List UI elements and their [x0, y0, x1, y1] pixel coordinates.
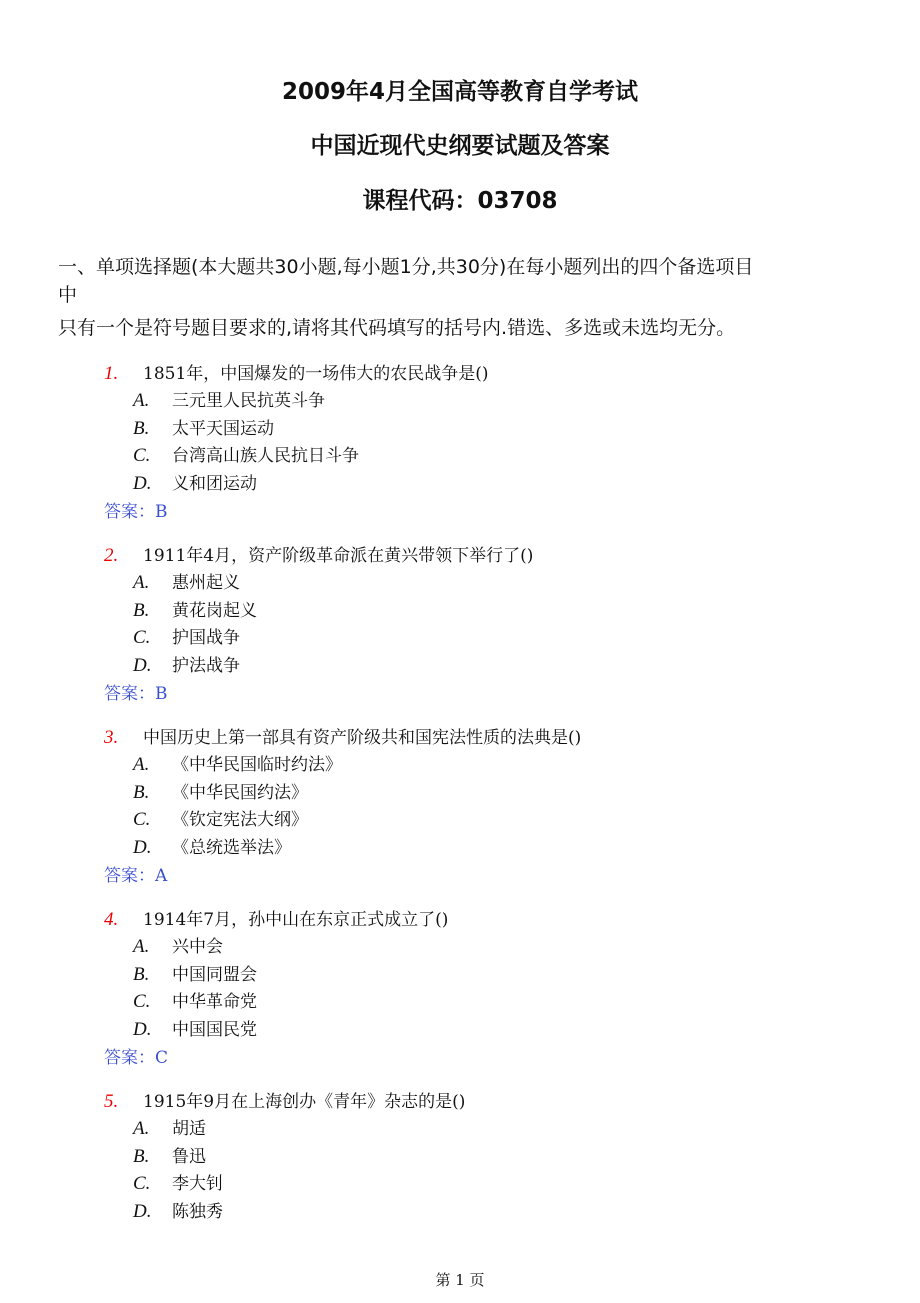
section-instructions-line1: 一、单项选择题(本大题共30小题,每小题1分,共30分)在每小题列出的四个备选项目 [58, 256, 754, 278]
exam-title: 2009年4月全国高等教育自学考试 [281, 79, 639, 105]
option-text: 胡适 [172, 1119, 206, 1139]
question-number: 5. [104, 1091, 119, 1112]
option-letter: D. [133, 473, 152, 495]
option-letter: A. [133, 936, 150, 957]
page-number: 第 1 页 [435, 1271, 485, 1289]
question-text: 1914年7月，孙中山在东京正式成立了() [143, 910, 449, 930]
option-letter: C. [133, 445, 151, 467]
answer-label: 答案：C [104, 1048, 169, 1068]
option-letter: B. [133, 599, 150, 621]
option-letter: C. [133, 991, 151, 1013]
option-letter: B. [133, 1145, 150, 1167]
answer-label: 答案：A [104, 866, 168, 886]
section-instructions-line2: 中 [58, 284, 78, 306]
option-text: 黄花岗起义 [172, 600, 257, 621]
option-text: 护法战争 [172, 656, 240, 677]
question-text: 1915年9月在上海创办《青年》杂志的是() [143, 1092, 466, 1112]
question-number: 3. [104, 727, 119, 748]
option-text: 《钦定宪法大纲》 [172, 810, 308, 831]
question-number: 2. [104, 545, 119, 566]
option-text: 惠州起义 [172, 573, 240, 593]
question-text: 1911年4月，资产阶级革命派在黄兴带领下举行了() [143, 546, 534, 566]
option-text: 兴中会 [172, 937, 223, 957]
option-letter: D. [133, 837, 152, 859]
option-text: 中国同盟会 [172, 964, 257, 985]
option-letter: A. [133, 572, 150, 593]
question-text: 中国历史上第一部具有资产阶级共和国宪法性质的法典是() [143, 728, 582, 748]
option-text: 李大钊 [172, 1174, 223, 1195]
option-letter: D. [133, 1201, 152, 1223]
option-letter: B. [133, 781, 150, 803]
option-letter: B. [133, 963, 150, 985]
option-text: 《中华民国临时约法》 [172, 755, 342, 775]
course-code: 课程代码：03708 [362, 188, 558, 214]
question-text: 1851年，中国爆发的一场伟大的农民战争是() [143, 364, 489, 384]
option-letter: A. [133, 754, 150, 775]
option-text: 三元里人民抗英斗争 [172, 391, 325, 411]
option-letter: D. [133, 1019, 152, 1041]
option-text: 太平天国运动 [172, 418, 274, 439]
option-text: 鲁迅 [172, 1146, 206, 1167]
option-letter: A. [133, 390, 150, 411]
option-text: 《总统选举法》 [172, 838, 291, 859]
option-text: 中华革命党 [172, 992, 257, 1013]
option-letter: C. [133, 1173, 151, 1195]
option-text: 陈独秀 [172, 1202, 223, 1223]
option-letter: C. [133, 627, 151, 649]
answer-label: 答案：B [104, 684, 168, 704]
option-text: 义和团运动 [172, 474, 257, 495]
option-text: 护国战争 [172, 628, 240, 649]
option-text: 中国国民党 [172, 1020, 257, 1041]
option-letter: D. [133, 655, 152, 677]
option-text: 台湾高山族人民抗日斗争 [172, 446, 359, 467]
section-instructions-line3: 只有一个是符号题目要求的,请将其代码填写的括号内.错选、多选或未选均无分。 [58, 317, 736, 339]
question-number: 1. [104, 363, 119, 384]
option-letter: A. [133, 1118, 150, 1139]
exam-subtitle: 中国近现代史纲要试题及答案 [310, 133, 610, 159]
option-letter: C. [133, 809, 151, 831]
option-letter: B. [133, 417, 150, 439]
answer-label: 答案：B [104, 502, 168, 522]
question-number: 4. [104, 909, 119, 930]
option-text: 《中华民国约法》 [172, 782, 308, 803]
